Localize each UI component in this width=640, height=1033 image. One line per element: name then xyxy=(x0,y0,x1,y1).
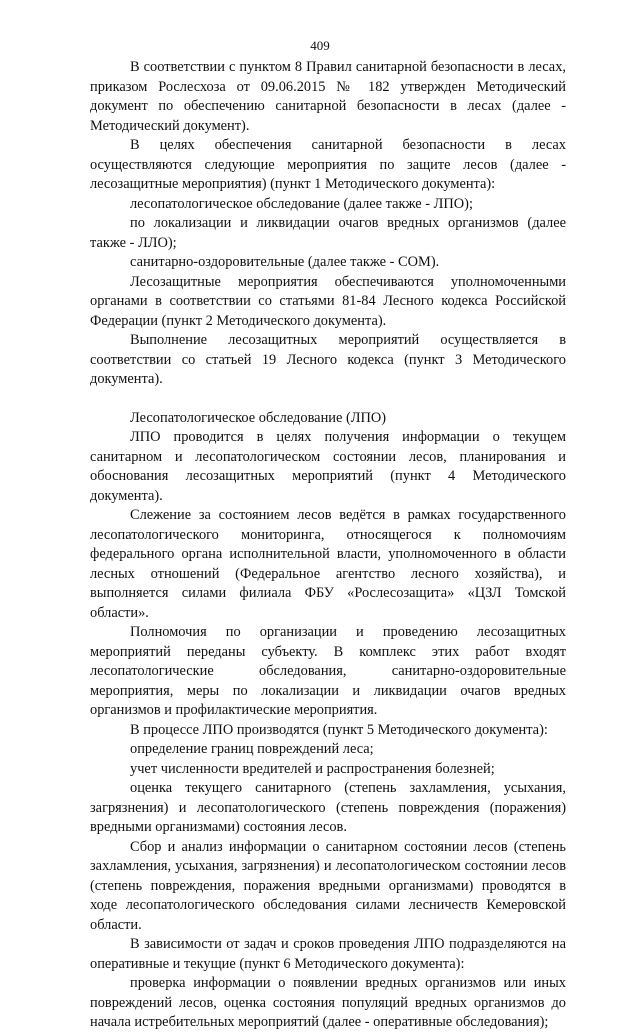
paragraph: Полномочия по организации и проведению лесозащитных мероприятий переданы субъекту. В комплекс этих работ входят лесопатологические обследования, санитарно-оздоровительные мероприятия, меры по локализации и ликвидации очагов вредных организмов и профилактические мероприятия. xyxy=(90,624,566,718)
paragraph: В соответствии с пунктом 8 Правил санитарной безопасности в лесах, приказом Рослесхоза от 09.06.2015 № 182 утвержден Методический документ по обеспечению санитарной безопасности в лесах (далее - Методический документ). xyxy=(90,59,566,134)
document-body xyxy=(90,58,566,1033)
paragraph: В процессе ЛПО производятся (пункт 5 Методического документа): xyxy=(130,721,548,738)
list-item: санитарно-оздоровительные (далее также - СОМ). xyxy=(130,254,440,270)
paragraph: В целях обеспечения санитарной безопасности в лесах осуществляются следующие мероприятия по защите лесов (далее - лесозащитные мероприятия) (пункт 1 Методического документа): xyxy=(90,137,566,192)
page-number: 409 xyxy=(310,38,330,53)
paragraph: Лесозащитные мероприятия обеспечиваются уполномоченными органами в соответствии со статьями 81-84 Лесного кодекса Российской Федерации (пункт 2 Методического документа). xyxy=(90,273,566,329)
paragraph: В зависимости от задач и сроков проведения ЛПО подразделяются на оперативные и текущие (пункт 6 Методического документа): xyxy=(90,936,566,972)
section-heading: Лесопатологическое обследование (ЛПО) xyxy=(130,409,387,426)
list-item: по локализации и ликвидации очагов вредных организмов (далее также - ЛЛО); xyxy=(90,215,566,251)
list-item: определение границ повреждений леса; xyxy=(130,741,374,757)
paragraph: ЛПО проводится в целях получения информации о текущем санитарном и лесопатологическом состоянии лесов, планирования и обоснования лесозащитных мероприятий (пункт 4 Методического документа). xyxy=(90,429,566,504)
list-item: проверка информации о появлении вредных организмов или иных повреждений лесов, оценка состояния популяций вредных организмов до начала истребительных мероприятий (далее - оперативные обследования); xyxy=(90,975,566,1030)
list-item: лесопатологическое обследование (далее также - ЛПО); xyxy=(130,195,473,212)
paragraph: Выполнение лесозащитных мероприятий осуществляется в соответствии со статьей 19 Лесного кодекса (пункт 3 Методического документа). xyxy=(90,332,566,387)
paragraph: Слежение за состоянием лесов ведётся в рамках государственного лесопатологического мониторинга, относящегося к полномочиям федерального органа исполнительной власти, уполномоченного в области лесных отношений (Федеральное агентство лесного хозяйства), и выполняется силами филиала ФБУ «Рослесозащита» «ЦЗЛ Томской области». xyxy=(90,507,566,621)
list-item: учет численности вредителей и распространения болезней; xyxy=(130,760,495,777)
paragraph: Сбор и анализ информации о санитарном состоянии лесов (степень захламления, усыхания, загрязнения) и лесопатологическом состоянии лесов (степень повреждения, поражения вредными организмами) проводятся в ходе лесопатологического обследования силами лесничеств Кемеровской области. xyxy=(90,838,566,933)
list-item: оценка текущего санитарного (степень захламления, усыхания, загрязнения) и лесопатологического (степень повреждения (поражения) вредными организмами) состояния лесов. xyxy=(90,780,566,835)
